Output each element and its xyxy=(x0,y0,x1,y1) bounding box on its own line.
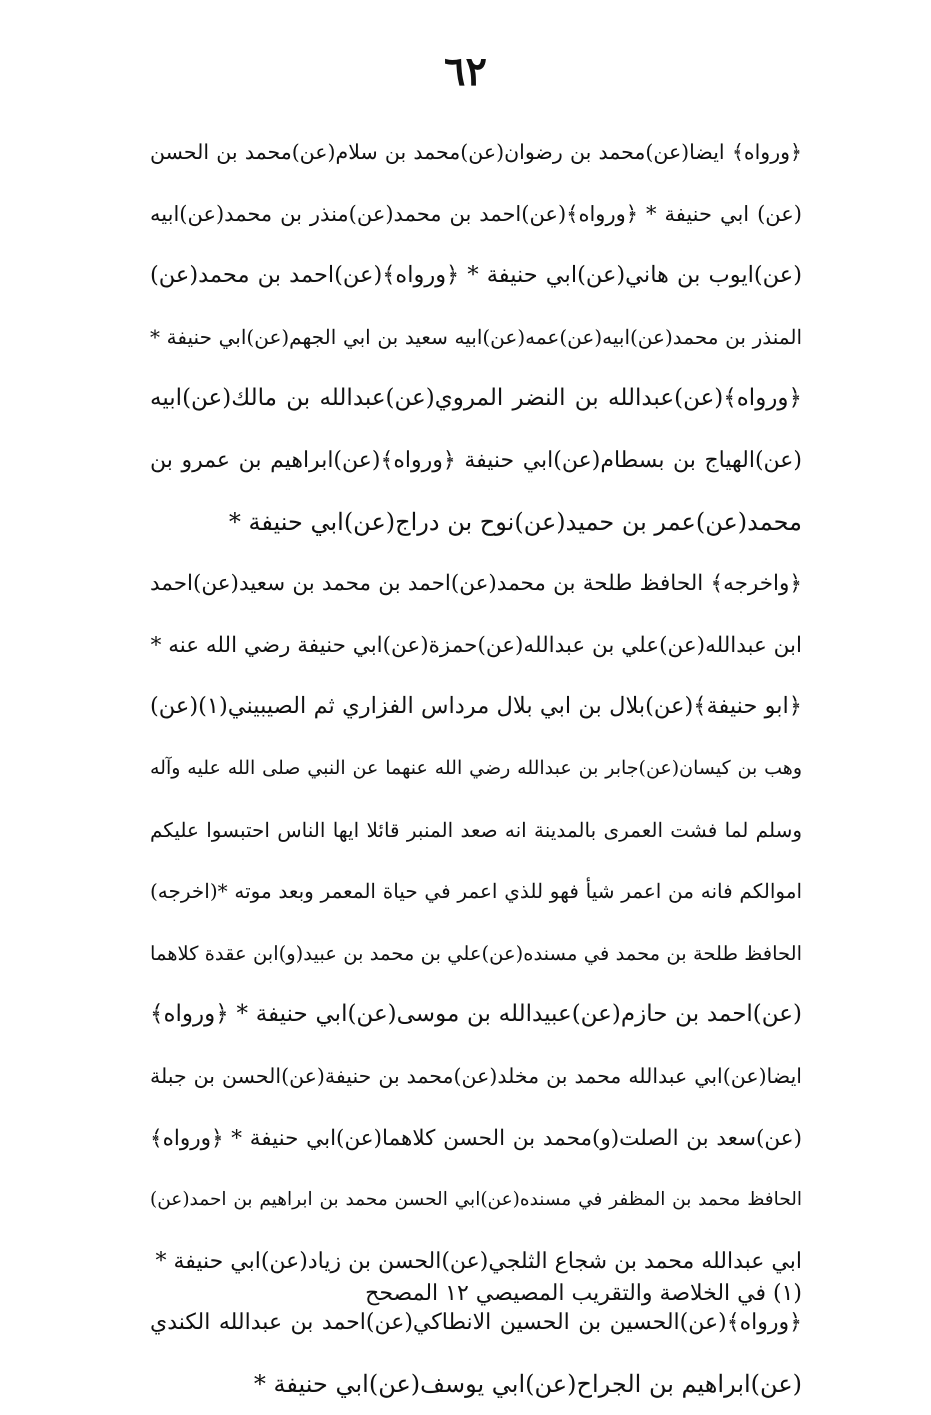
text-line: ﴿ورواه﴾ ايضا(عن)محمد بن رضوان(عن)محمد بن سلام(عن)محمد بن الحسن xyxy=(150,140,802,164)
text-line: وسلم لما فشت العمرى بالمدينة انه صعد المنبر قائلا ايها الناس احتبسوا عليكم xyxy=(150,817,802,842)
text-line: ايضا(عن)ابي عبدالله محمد بن مخلد(عن)محمد بن حنيفة(عن)الحسن بن جبلة xyxy=(150,1063,802,1088)
text-line: ﴿ابو حنيفة﴾(عن)بلال بن ابي بلال مرداس الفزاري ثم الصيبيني(١)(عن) xyxy=(150,693,802,720)
page-number: ٦٢ xyxy=(444,48,487,95)
text-line: ﴿واخرجه﴾ الحافظ طلحة بن محمد(عن)احمد بن محمد بن سعيد(عن)احمد xyxy=(150,571,802,597)
text-line: (عن) ابي حنيفة * ﴿ورواه﴾(عن)احمد بن محمد(عن)منذر بن محمد(عن)ابيه xyxy=(150,201,802,226)
text-line: المنذر بن محمد(عن)ابيه(عن)عمه(عن)ابيه سعيد بن ابي الجهم(عن)ابي حنيفة * xyxy=(150,324,802,349)
body-text xyxy=(150,122,802,1415)
text-line: الحافظ محمد بن المظفر في مسنده(عن)ابي الحسن محمد بن ابراهيم بن احمد(عن) xyxy=(150,1189,802,1211)
text-line: ابن عبدالله(عن)علي بن عبدالله(عن)حمزة(عن)ابي حنيفة رضي الله عنه * xyxy=(150,632,802,658)
text-line: وهب بن كيسان(عن)جابر بن عبدالله رضي الله عنهما عن النبي صلى الله عليه وآله xyxy=(150,756,802,779)
text-line: ابي عبدالله محمد بن شجاع الثلجي(عن)الحسن بن زياد(عن)ابي حنيفة * xyxy=(155,1248,802,1274)
text-line: ﴿ورواه﴾(عن)الحسين بن الحسين الانطاكي(عن)احمد بن عبدالله الكندي xyxy=(150,1310,802,1336)
text-line: الحافظ طلحة بن محمد في مسنده(عن)علي بن محمد بن عبيد(و)ابن عقدة كلاهما xyxy=(150,941,802,965)
text-line: ﴿ورواه﴾(عن)عبدالله بن النضر المروي(عن)عبدالله بن مالك(عن)ابيه xyxy=(150,385,802,412)
text-line: (عن)ابراهيم بن الجراح(عن)ابي يوسف(عن)ابي حنيفة * xyxy=(253,1369,802,1398)
text-line: (عن)احمد بن حازم(عن)عبيدالله بن موسى(عن)ابي حنيفة * ﴿ورواه﴾ xyxy=(150,1001,802,1028)
text-line: (عن)ايوب بن هاني(عن)ابي حنيفة * ﴿ورواه﴾(عن)احمد بن محمد(عن) xyxy=(150,262,802,289)
text-line: محمد(عن)عمر بن حميد(عن)نوح بن دراج(عن)ابي حنيفة * xyxy=(228,507,802,536)
text-line: (عن)الهياج بن بسطام(عن)ابي حنيفة ﴿ورواه﴾(عن)ابراهيم بن عمرو بن xyxy=(150,447,802,473)
footnote: (١) في الخلاصة والتقريب المصيصي ١٢ المصحح xyxy=(365,1281,802,1306)
text-line: اموالكم فانه من اعمر شيأ فهو للذي اعمر في حياة المعمر وبعد موته *(اخرجه) xyxy=(150,879,802,904)
text-line: (عن)سعد بن الصلت(و)محمد بن الحسن كلاهما(عن)ابي حنيفة * ﴿ورواه﴾ xyxy=(150,1125,802,1151)
